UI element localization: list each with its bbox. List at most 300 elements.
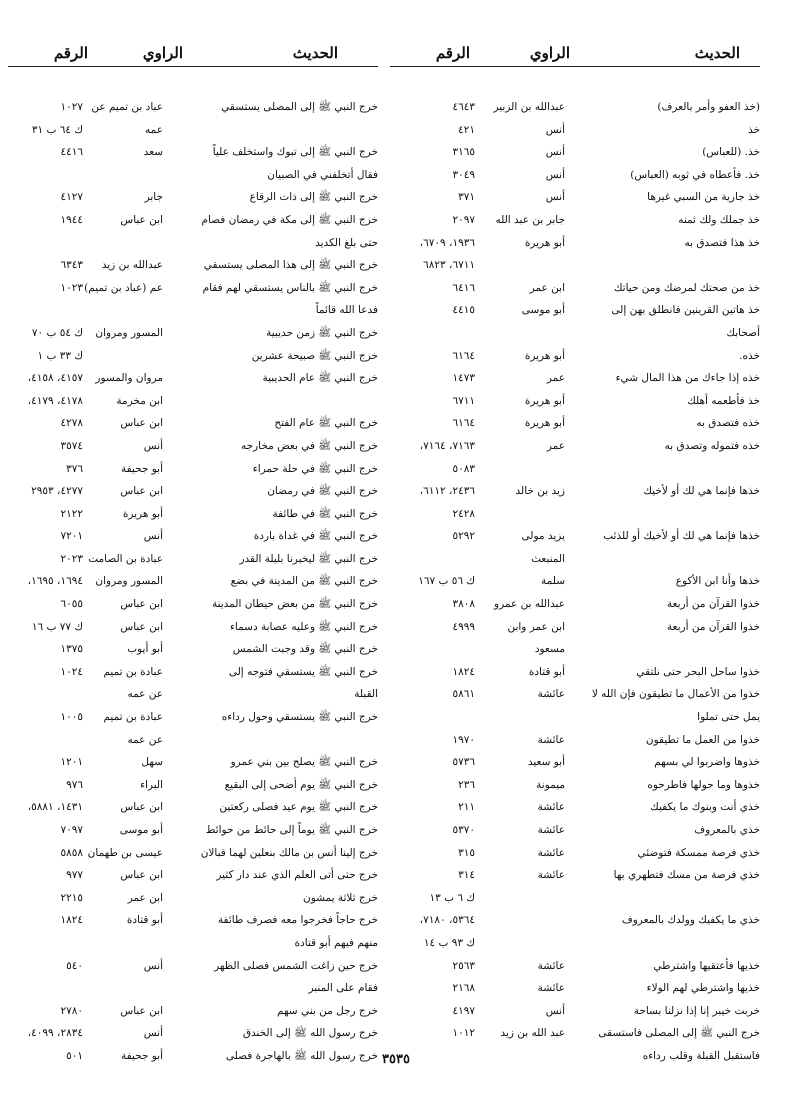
hadith-text: خرج النبي ﷺ يستسقي فتوجه إلى — [228, 665, 378, 678]
hadith-text: خرج النبي ﷺ في حلة حمراء — [252, 462, 378, 475]
hadith-text: خرج رجل من بني سهم — [276, 1004, 378, 1017]
hadith-text: خذه فتصدق به — [696, 417, 760, 430]
index-row — [390, 796, 760, 819]
hadith-number: ٧٢٠١ — [60, 530, 83, 543]
hadith-text: خرج النبي ﷺ إلى المصلى فاستسقى — [598, 1027, 760, 1040]
hadith-number: ٦١٦٤ — [452, 349, 475, 362]
hadith-text: فدعا الله قائماً — [315, 304, 378, 317]
narrator: البراء — [140, 778, 163, 791]
narrator: عائشة — [537, 959, 565, 972]
narrator: عائشة — [537, 869, 565, 882]
index-row — [390, 548, 760, 571]
narrator: ابن عباس — [120, 869, 163, 882]
hadith-text: خرج النبي ﷺ إلى تبوك واستخلف علياً — [212, 146, 378, 159]
left-column — [8, 44, 378, 1068]
hadith-number: ١٠٢٧ — [60, 101, 83, 113]
narrator: أبو قتادة — [126, 914, 163, 927]
hadith-text: خذه فتموله وتصدق به — [664, 439, 760, 452]
hadith-text: خذ. فأعطاه في ثوبه (العباس) — [630, 168, 760, 181]
hadith-number: ٤٤١٥ — [452, 304, 475, 317]
hadith-number: ١٤٧٣ — [452, 372, 475, 385]
hadith-text: خذه. — [739, 349, 760, 362]
narrator: المنبعث — [531, 552, 565, 565]
hadith-text: خذي أنت وبنوك ما يكفيك — [650, 801, 760, 814]
index-row — [8, 842, 378, 865]
hadith-text: خذ هذا فتصدق به — [684, 236, 760, 249]
hadith-number: ٤٢٧٧، ٢٩٥٣ — [31, 485, 83, 498]
index-row — [390, 638, 760, 661]
hadith-text: خذي فرصة ممسكة فتوضئي — [637, 846, 760, 859]
hadith-number: ٢٣٦ — [458, 778, 475, 791]
hadith-number: ك ٦٤ ب ٣١ — [31, 123, 83, 136]
hadith-number: ٤٤١٦ — [60, 146, 83, 159]
hadith-number: ١٦٩٤، ١٦٩٥، — [27, 575, 83, 588]
hadith-text: خذوها واضربوا لي بسهم — [654, 756, 760, 769]
index-row — [8, 661, 378, 684]
hadith-text: فقام على المنبر — [308, 982, 378, 995]
hadith-text: يمل حتى تملوا — [697, 711, 760, 724]
hadith-text: خرج النبي ﷺ في بعض مخارجه — [240, 439, 378, 452]
hadith-text: خذها فإنما هي لك أو لأخيك — [643, 485, 760, 498]
hadith-number: ك ٦ ب ١٣ — [429, 891, 475, 904]
narrator: ابن عمر — [529, 281, 565, 294]
header-rawi: الراوي — [142, 44, 183, 62]
index-row — [390, 819, 760, 842]
hadith-text: خرج رسول الله ﷺ إلى الخندق — [242, 1027, 378, 1040]
hadith-number: ٢٤٣٦، ٦١١٢، — [419, 485, 475, 498]
hadith-number: ٢٨٣٤، ٤٠٩٩، — [27, 1027, 83, 1040]
hadith-number: ٤١٥٧، ٤١٥٨، — [27, 372, 83, 385]
index-row — [390, 299, 760, 322]
narrator: ابن عباس — [120, 213, 163, 226]
hadith-number: ٥٨٦١ — [452, 688, 475, 701]
index-row — [8, 480, 378, 503]
hadith-text: خرج النبي ﷺ في رمضان — [267, 485, 378, 498]
hadith-text: حتى بلغ الكديد — [315, 236, 378, 249]
hadith-text: خرج النبي ﷺ وقد وجبت الشمس — [232, 643, 378, 656]
hadith-text: خذ من صحتك لمرضك ومن حياتك — [613, 281, 760, 294]
narrator: أبو قتادة — [528, 665, 565, 678]
hadith-text: خذي ما يكفيك وولدك بالمعروف — [621, 914, 760, 927]
narrator: أنس — [143, 530, 163, 543]
hadith-number: ٥٢٩٢ — [452, 530, 475, 543]
hadith-number: ١٨٢٤ — [60, 914, 83, 927]
hadith-number: ٢١١ — [458, 801, 475, 814]
narrator: أنس — [143, 1027, 163, 1040]
hadith-number: ١٩٧٠ — [452, 733, 475, 746]
narrator: عبادة بن تميم — [103, 665, 163, 678]
hadith-number: ٤١٢٧ — [60, 191, 83, 204]
index-row — [390, 119, 760, 142]
hadith-number: ك ٧٧ ب ١٦ — [31, 620, 83, 633]
index-row — [8, 683, 378, 706]
hadith-number: ٤٩٩٩ — [452, 620, 475, 633]
index-row — [390, 164, 760, 187]
index-row — [8, 638, 378, 661]
hadith-number: ك ٣٣ ب ١ — [37, 349, 83, 362]
index-row — [390, 322, 760, 345]
narrator: عائشة — [537, 824, 565, 836]
narrator: ابن عباس — [120, 801, 163, 814]
hadith-number: ٩٧٧ — [66, 869, 83, 882]
hadith-text: خرج النبي ﷺ من بعض حيطان المدينة — [211, 598, 378, 611]
hadith-text: خرج ثلاثة يمشون — [303, 891, 378, 904]
hadith-text: خذوا من العمل ما تطيقون — [645, 733, 760, 746]
hadith-text: خذ — [747, 123, 760, 136]
hadith-text: خرج النبي ﷺ عام الحديبية — [262, 372, 378, 385]
hadith-number: ٢٢١٥ — [60, 891, 83, 904]
hadith-number: ٦٧١١ — [452, 394, 475, 407]
index-row — [8, 299, 378, 322]
narrator: أنس — [545, 168, 565, 181]
index-row — [8, 367, 378, 390]
narrator: المسور ومروان — [95, 575, 163, 588]
index-row — [390, 480, 760, 503]
narrator: عبدالله بن عمرو — [494, 598, 565, 611]
narrator: عم (عباد بن تميم) — [84, 281, 163, 294]
narrator: عمر — [546, 372, 565, 385]
index-row — [390, 683, 760, 706]
narrator: أبو هريرة — [524, 394, 565, 407]
hadith-number: ٥٧٣٦ — [452, 756, 475, 769]
hadith-text: خرج النبي ﷺ إلى ذات الرقاع — [249, 191, 378, 204]
narrator: عباد بن تميم عن — [91, 101, 163, 113]
narrator: ابن عمر وابن — [507, 620, 565, 633]
index-row — [390, 209, 760, 232]
narrator: أبو هريرة — [524, 349, 565, 362]
hadith-number: ٣٨٠٨ — [452, 598, 475, 611]
hadith-text: خذي بالمعروف — [694, 824, 760, 836]
hadith-text: خذها فإنما هي لك أو لأخيك أو للذئب — [603, 530, 760, 543]
hadith-number: ٢٤٢٨ — [452, 507, 475, 520]
index-row — [390, 706, 760, 729]
hadith-text: (خذ العفو وأمر بالعرف) — [657, 101, 760, 113]
hadith-text: خرج النبي ﷺ من المدينة في بضع — [230, 575, 378, 588]
index-row — [8, 96, 378, 119]
hadith-number: ٤٦٤٣ — [452, 101, 475, 113]
index-row — [8, 932, 378, 955]
index-row — [8, 503, 378, 526]
hadith-text: خذ هاتين القرينين فانطلق بهن إلى — [611, 304, 760, 317]
index-row — [390, 593, 760, 616]
header-num: الرقم — [53, 44, 88, 62]
hadith-number: ١٤٣١، ٥٨٨١، — [27, 801, 83, 814]
hadith-number: ٧١٦٣، ٧١٦٤، — [419, 439, 475, 452]
narrator: أبو هريرة — [122, 507, 163, 520]
index-row — [8, 774, 378, 797]
index-row — [8, 864, 378, 887]
hadith-number: ١٠٢٤ — [60, 665, 83, 678]
hadith-text: خرج النبي ﷺ في غداة باردة — [253, 530, 378, 543]
narrator: عن عمه — [127, 733, 163, 746]
narrator: أبو سعيد — [527, 756, 565, 769]
index-row — [390, 1000, 760, 1023]
index-row — [390, 435, 760, 458]
hadith-number: ٥٠٨٣ — [452, 462, 475, 475]
hadith-number: ١٩٣٦، ٦٧٠٩، — [419, 236, 475, 249]
right-rows — [390, 96, 760, 1068]
index-row — [390, 570, 760, 593]
hadith-text: خرج النبي ﷺ بالناس يستسقي لهم فقام — [202, 281, 378, 294]
index-row — [8, 345, 378, 368]
hadith-text: خرج النبي ﷺ يستسقي وحول رداءه — [221, 711, 378, 724]
hadith-number: ٦١٦٤ — [452, 417, 475, 430]
narrator: جابر بن عبد الله — [495, 213, 565, 226]
narrator: أنس — [545, 123, 565, 136]
index-row — [390, 186, 760, 209]
index-row — [8, 729, 378, 752]
index-row — [390, 909, 760, 932]
hadith-number: ١٩٤٤ — [60, 213, 83, 226]
hadith-number: ١٨٢٤ — [452, 665, 475, 678]
hadith-text: خذوا ساحل البحر حتى نلتقي — [636, 665, 760, 678]
index-row — [390, 458, 760, 481]
hadith-text: فاستقبل القبلة وقلب رداءه — [642, 1049, 760, 1062]
narrator: عيسى بن طهمان — [87, 846, 163, 859]
narrator: أبو جحيفة — [121, 1049, 163, 1062]
hadith-number: ٢٧٨٠ — [60, 1004, 83, 1017]
hadith-number: ٥٣٧٠ — [452, 824, 475, 836]
hadith-text: خرج النبي ﷺ صبيحة عشرين — [251, 349, 378, 362]
index-row — [390, 254, 760, 277]
hadith-text: خرج رسول الله ﷺ بالهاجرة فصلى — [225, 1049, 378, 1062]
hadith-number: ٣١٤ — [458, 869, 475, 882]
index-row — [390, 661, 760, 684]
narrator: المسور ومروان — [95, 326, 163, 339]
index-row — [390, 232, 760, 255]
index-row — [8, 887, 378, 910]
hadith-number: ٣٧١ — [458, 191, 475, 204]
hadith-number: ٧٠٩٧ — [60, 824, 83, 836]
narrator: عبدالله بن الزبير — [493, 101, 565, 113]
hadith-number: ك ٥٦ ب ١٦٧ — [418, 575, 475, 588]
hadith-number: ٣١٥ — [458, 846, 475, 859]
index-row — [8, 186, 378, 209]
hadith-text: خرج النبي ﷺ إلى مكة في رمضان فصام — [201, 213, 378, 226]
narrator: أبو أيوب — [127, 643, 163, 656]
index-row — [8, 209, 378, 232]
header-rule — [8, 66, 378, 67]
hadith-text: خذيها واشترطي لهم الولاء — [646, 982, 760, 995]
hadith-text: خذ. (للعباس) — [702, 146, 760, 159]
index-row — [8, 322, 378, 345]
narrator: عائشة — [537, 733, 565, 746]
narrator: ابن عمر — [127, 891, 163, 904]
index-row — [8, 277, 378, 300]
narrator: أبو هريرة — [524, 236, 565, 249]
index-row — [390, 412, 760, 435]
narrator: أنس — [143, 959, 163, 972]
hadith-text: خرج النبي ﷺ في طائفة — [272, 507, 378, 520]
narrator: ابن عباس — [120, 598, 163, 611]
hadith-text: خرج حين زاغت الشمس فصلى الظهر — [214, 959, 378, 972]
hadith-text: القبلة — [354, 688, 378, 701]
hadith-number: ٣١٦٥ — [452, 146, 475, 159]
index-row — [8, 435, 378, 458]
hadith-number: ٤١٩٧ — [452, 1004, 475, 1017]
hadith-text: خرج النبي ﷺ ليخبرنا بليلة القدر — [239, 552, 378, 565]
hadith-text: خذوها وما حولها فاطرحوه — [647, 778, 760, 791]
narrator: عبادة بن تميم — [103, 711, 163, 724]
hadith-number: ١٠١٢ — [452, 1027, 475, 1040]
hadith-number: ٩٧٦ — [66, 778, 83, 791]
index-row — [8, 1022, 378, 1045]
hadith-text: خرج النبي ﷺ يوماً إلى حائط من حوائط — [205, 824, 378, 836]
hadith-number: ٤٢١ — [458, 123, 475, 136]
hadith-text: خرج حاجاً فخرجوا معه فصرف طائفة — [217, 914, 378, 927]
index-row — [390, 751, 760, 774]
hadith-number: ٥٤٠ — [66, 959, 83, 972]
hadith-text: أصحابك — [726, 326, 760, 339]
hadith-number: ٢١٢٢ — [60, 507, 83, 520]
hadith-number: ٦٤١٦ — [452, 281, 475, 294]
narrator: عبد الله بن زيد — [500, 1027, 565, 1040]
index-row — [390, 955, 760, 978]
index-row — [8, 548, 378, 571]
narrator: زيد بن خالد — [515, 485, 565, 498]
narrator: عائشة — [537, 846, 565, 859]
narrator: أنس — [545, 146, 565, 159]
narrator: سلمة — [541, 575, 565, 588]
index-row — [390, 390, 760, 413]
index-row — [8, 232, 378, 255]
hadith-text: خذه إذا جاءك من هذا المال شيء — [615, 372, 760, 385]
hadith-number: ٣٠٤٩ — [452, 168, 475, 181]
index-row — [8, 412, 378, 435]
hadith-text: خذي فرصة من مسك فتطهري بها — [613, 869, 760, 882]
hadith-text: خذوا من الأعمال ما تطيقون فإن الله لا — [591, 688, 760, 701]
index-row — [390, 277, 760, 300]
hadith-text: خرج حتى أتى العلم الذي عند دار كثير — [216, 869, 378, 882]
index-row — [390, 887, 760, 910]
index-row — [8, 525, 378, 548]
hadith-number: ٢٠٢٣ — [60, 552, 83, 565]
narrator: عمر — [546, 439, 565, 452]
narrator: ابن عباس — [120, 1004, 163, 1017]
hadith-text: منهم فيهم أبو قتادة — [294, 936, 378, 949]
hadith-text: خذ جارية من السبي غيرها — [647, 191, 760, 204]
hadith-number: ٣٧٦ — [66, 462, 83, 475]
hadith-text: فقال أتخلفني في الصبيان — [267, 168, 378, 181]
hadith-text: خذها وأنا ابن الأكوع — [675, 575, 760, 588]
right-column — [390, 44, 760, 1068]
index-row — [8, 616, 378, 639]
narrator: عائشة — [537, 982, 565, 995]
index-row — [8, 141, 378, 164]
hadith-number: ٥٨٥٨ — [60, 846, 83, 859]
narrator: ابن عباس — [120, 485, 163, 498]
index-row — [8, 751, 378, 774]
index-row — [390, 141, 760, 164]
narrator: عبدالله بن زيد — [101, 259, 163, 272]
index-row — [390, 503, 760, 526]
narrator: يزيد مولى — [521, 530, 565, 543]
index-row — [390, 729, 760, 752]
index-row — [8, 909, 378, 932]
index-row — [8, 570, 378, 593]
index-row — [8, 119, 378, 142]
hadith-text: خذ جملك ولك ثمنه — [678, 213, 760, 226]
hadith-number: ٢٠٩٧ — [452, 213, 475, 226]
narrator: عائشة — [537, 688, 565, 701]
index-row — [390, 367, 760, 390]
left-rows — [8, 96, 378, 1068]
index-row — [390, 1022, 760, 1045]
narrator: ابن عباس — [120, 620, 163, 633]
hadith-text: خذيها فأعتقيها واشترطي — [653, 959, 760, 972]
index-row — [390, 345, 760, 368]
narrator: مسعود — [534, 643, 565, 656]
hadith-text: خرج النبي ﷺ عام الفتح — [274, 417, 378, 430]
header-hadith: الحديث — [292, 44, 338, 62]
header-hadith: الحديث — [694, 44, 740, 62]
index-row — [8, 593, 378, 616]
hadith-number: ٢٥٦٣ — [452, 959, 475, 972]
index-row — [390, 977, 760, 1000]
page-number: ٣٥٣٥ — [382, 1052, 410, 1067]
hadith-text: خذوا القرآن من أربعة — [666, 598, 760, 611]
narrator: ميمونة — [536, 778, 565, 791]
hadith-number: ك ٩٣ ب ١٤ — [423, 936, 475, 949]
hadith-number: ٦٠٥٥ — [60, 598, 83, 611]
narrator: عمه — [145, 123, 163, 136]
narrator: جابر — [144, 191, 163, 204]
index-row — [8, 977, 378, 1000]
narrator: أنس — [545, 191, 565, 204]
index-row — [390, 842, 760, 865]
index-row — [390, 525, 760, 548]
index-row — [8, 819, 378, 842]
hadith-number: ٦٧١١، ٦٨٢٣ — [423, 259, 475, 272]
hadith-number: ١٠٢٣ — [60, 281, 83, 294]
hadith-text: خرج النبي ﷺ يوم أضحى إلى البقيع — [224, 778, 378, 791]
narrator: ابن مخرمة — [116, 394, 163, 407]
narrator: أبو هريرة — [524, 417, 565, 430]
narrator: أبو موسى — [521, 304, 565, 317]
hadith-text: خرج النبي ﷺ يوم عيد فصلى ركعتين — [219, 801, 378, 814]
hadith-text: خرج النبي ﷺ يصلح بين بني عمرو — [230, 756, 378, 769]
right-column-header — [390, 44, 760, 66]
narrator: عبادة بن الصامت — [88, 552, 163, 565]
header-num: الرقم — [435, 44, 470, 62]
hadith-text: خذوا القرآن من أربعة — [666, 620, 760, 633]
hadith-number: ٤٢٧٨ — [60, 417, 83, 430]
index-row — [8, 796, 378, 819]
narrator: أبو موسى — [119, 824, 163, 836]
header-rule — [390, 66, 760, 67]
index-row — [390, 932, 760, 955]
hadith-number: ٥٠١ — [66, 1049, 83, 1062]
index-row — [8, 254, 378, 277]
hadith-text: خرج النبي ﷺ إلى المصلى يستسقي — [221, 101, 378, 113]
hadith-number: ١٢٠١ — [60, 756, 83, 769]
hadith-text: خرج النبي ﷺ زمن حديبية — [266, 326, 378, 339]
index-row — [390, 616, 760, 639]
hadith-number: ٥٣٦٤، ٧١٨٠، — [419, 914, 475, 927]
hadith-text: خرج النبي ﷺ وعليه عصابة دسماء — [229, 620, 378, 633]
hadith-text: خرج إلينا أنس بن مالك بنعلين لهما قبالان — [200, 846, 378, 859]
narrator: ابن عباس — [120, 417, 163, 430]
index-row — [390, 864, 760, 887]
hadith-text: خرج النبي ﷺ إلى هذا المصلى يستسقي — [203, 259, 378, 272]
narrator: أنس — [545, 1004, 565, 1017]
hadith-number: ١٣٧٥ — [60, 643, 83, 656]
index-row — [390, 774, 760, 797]
index-row — [8, 390, 378, 413]
narrator: أنس — [143, 439, 163, 452]
narrator: سعد — [143, 146, 163, 159]
narrator: عن عمه — [127, 688, 163, 701]
